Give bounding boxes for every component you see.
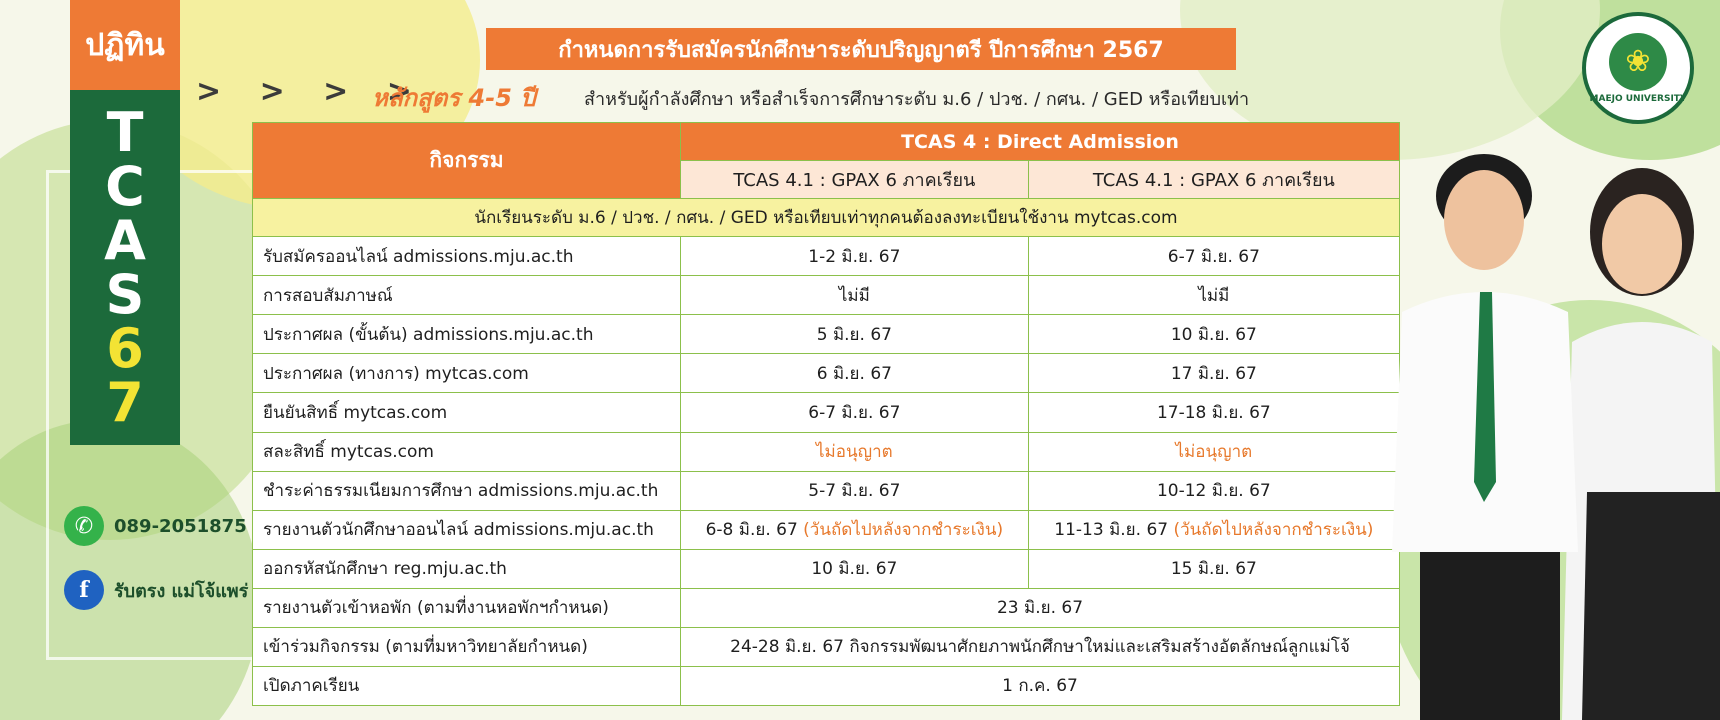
- date-cell: 15 มิ.ย. 67: [1028, 549, 1399, 588]
- date-cell: ไม่มี: [681, 276, 1029, 315]
- logo-university-name: MAEJO UNIVERSITY: [1589, 93, 1687, 104]
- date-cell: 6-7 มิ.ย. 67: [681, 393, 1029, 432]
- activity-cell: ชำระค่าธรรมเนียมการศึกษา admissions.mju.ac.th: [253, 471, 681, 510]
- date-cell: [1028, 510, 1399, 549]
- table-row: [253, 393, 1400, 432]
- table-row: [253, 666, 1400, 705]
- calendar-label: ปฏิทิน: [70, 0, 180, 90]
- seal-icon: ❀: [1609, 33, 1667, 91]
- header-tcas41-b: TCAS 4.1 : GPAX 6 ภาคเรียน: [1028, 161, 1399, 199]
- table-row: [253, 471, 1400, 510]
- table-row: [253, 510, 1400, 549]
- date-cell: 6 มิ.ย. 67: [681, 354, 1029, 393]
- header-tcas4: TCAS 4 : Direct Admission: [681, 123, 1400, 161]
- header-tcas41-a: TCAS 4.1 : GPAX 6 ภาคเรียน: [681, 161, 1029, 199]
- status-cell: ไม่อนุญาต: [1028, 432, 1399, 471]
- eligibility-text: สำหรับผู้กำลังศึกษา หรือสำเร็จการศึกษาระดับ ม.6 / ปวช. / กศน. / GED หรือเทียบเท่า: [584, 89, 1250, 110]
- page-title: กำหนดการรับสมัครนักศึกษาระดับปริญญาตรี ปีการศึกษา 2567: [486, 28, 1236, 70]
- phone-contact[interactable]: [64, 506, 247, 546]
- date-cell: 17-18 มิ.ย. 67: [1028, 393, 1399, 432]
- tcas67-vertical-label: [70, 90, 180, 445]
- tcas-letter: T: [106, 100, 144, 164]
- date-cell: ไม่มี: [1028, 276, 1399, 315]
- tcas-letter: C: [105, 154, 145, 218]
- facebook-page-name: รับตรง แม่โจ้แพร่: [114, 580, 249, 602]
- female-student-face: [1602, 194, 1682, 294]
- activity-cell: ยืนยันสิทธิ์ mytcas.com: [253, 393, 681, 432]
- merged-date-cell: 1 ก.ค. 67: [681, 666, 1400, 705]
- table-row: [253, 237, 1400, 276]
- status-cell: ไม่อนุญาต: [681, 432, 1029, 471]
- date-cell: 10 มิ.ย. 67: [681, 549, 1029, 588]
- tcas-letter: 6: [106, 316, 144, 380]
- activity-cell: เปิดภาคเรียน: [253, 666, 681, 705]
- activity-cell: เข้าร่วมกิจกรรม (ตามที่มหาวิทยาลัยกำหนด): [253, 627, 681, 666]
- male-student-trousers: [1420, 552, 1560, 720]
- date-cell: 10 มิ.ย. 67: [1028, 315, 1399, 354]
- facebook-icon: f: [64, 570, 104, 610]
- date-note: (วันถัดไปหลังจากชำระเงิน): [803, 520, 1004, 541]
- tcas-letter: S: [105, 262, 145, 326]
- table-row: [253, 432, 1400, 471]
- date-cell: 1-2 มิ.ย. 67: [681, 237, 1029, 276]
- table-row: [253, 315, 1400, 354]
- registration-notice: นักเรียนระดับ ม.6 / ปวช. / กศน. / GED หรือเทียบเท่าทุกคนต้องลงทะเบียนใช้งาน mytcas.com: [253, 199, 1400, 237]
- activity-cell: รายงานตัวนักศึกษาออนไลน์ admissions.mju.ac.th: [253, 510, 681, 549]
- date-cell: 6-7 มิ.ย. 67: [1028, 237, 1399, 276]
- table-row: [253, 354, 1400, 393]
- activity-cell: ประกาศผล (ขั้นต้น) admissions.mju.ac.th: [253, 315, 681, 354]
- tcas-letter: A: [104, 208, 146, 272]
- activity-cell: ประกาศผล (ทางการ) mytcas.com: [253, 354, 681, 393]
- tcas-letter: 7: [106, 370, 144, 434]
- date-note: (วันถัดไปหลังจากชำระเงิน): [1173, 520, 1374, 541]
- merged-date-cell: 24-28 มิ.ย. 67 กิจกรรมพัฒนาศักยภาพนักศึกษาใหม่และเสริมสร้างอัตลักษณ์ลูกแม่โจ้: [681, 627, 1400, 666]
- table-row: [253, 588, 1400, 627]
- table-row: [253, 549, 1400, 588]
- date-cell: 5 มิ.ย. 67: [681, 315, 1029, 354]
- students-photo: [1392, 132, 1720, 720]
- header-activity: กิจกรรม: [253, 123, 681, 199]
- table-row: [253, 276, 1400, 315]
- schedule-table: [252, 122, 1400, 706]
- merged-date-cell: 23 มิ.ย. 67: [681, 588, 1400, 627]
- phone-icon: ✆: [64, 506, 104, 546]
- table-row: [253, 627, 1400, 666]
- male-student-face: [1444, 170, 1524, 270]
- female-student-skirt: [1582, 492, 1720, 720]
- activity-cell: รับสมัครออนไลน์ admissions.mju.ac.th: [253, 237, 681, 276]
- course-duration: หลักสูตร 4-5 ปี: [372, 84, 536, 112]
- date-text: 6-8 มิ.ย. 67: [705, 520, 798, 541]
- activity-cell: การสอบสัมภาษณ์: [253, 276, 681, 315]
- date-cell: 17 มิ.ย. 67: [1028, 354, 1399, 393]
- activity-cell: สละสิทธิ์ mytcas.com: [253, 432, 681, 471]
- date-text: 11-13 มิ.ย. 67: [1054, 520, 1169, 541]
- facebook-contact[interactable]: [64, 570, 248, 610]
- date-cell: 10-12 มิ.ย. 67: [1028, 471, 1399, 510]
- university-logo: [1582, 12, 1694, 124]
- date-cell: 5-7 มิ.ย. 67: [681, 471, 1029, 510]
- date-cell: [681, 510, 1029, 549]
- activity-cell: รายงานตัวเข้าหอพัก (ตามที่งานหอพักฯกำหนด): [253, 588, 681, 627]
- arrows-decoration: > > > >: [196, 74, 426, 109]
- phone-number: 089-2051875: [114, 515, 247, 537]
- activity-cell: ออกรหัสนักศึกษา reg.mju.ac.th: [253, 549, 681, 588]
